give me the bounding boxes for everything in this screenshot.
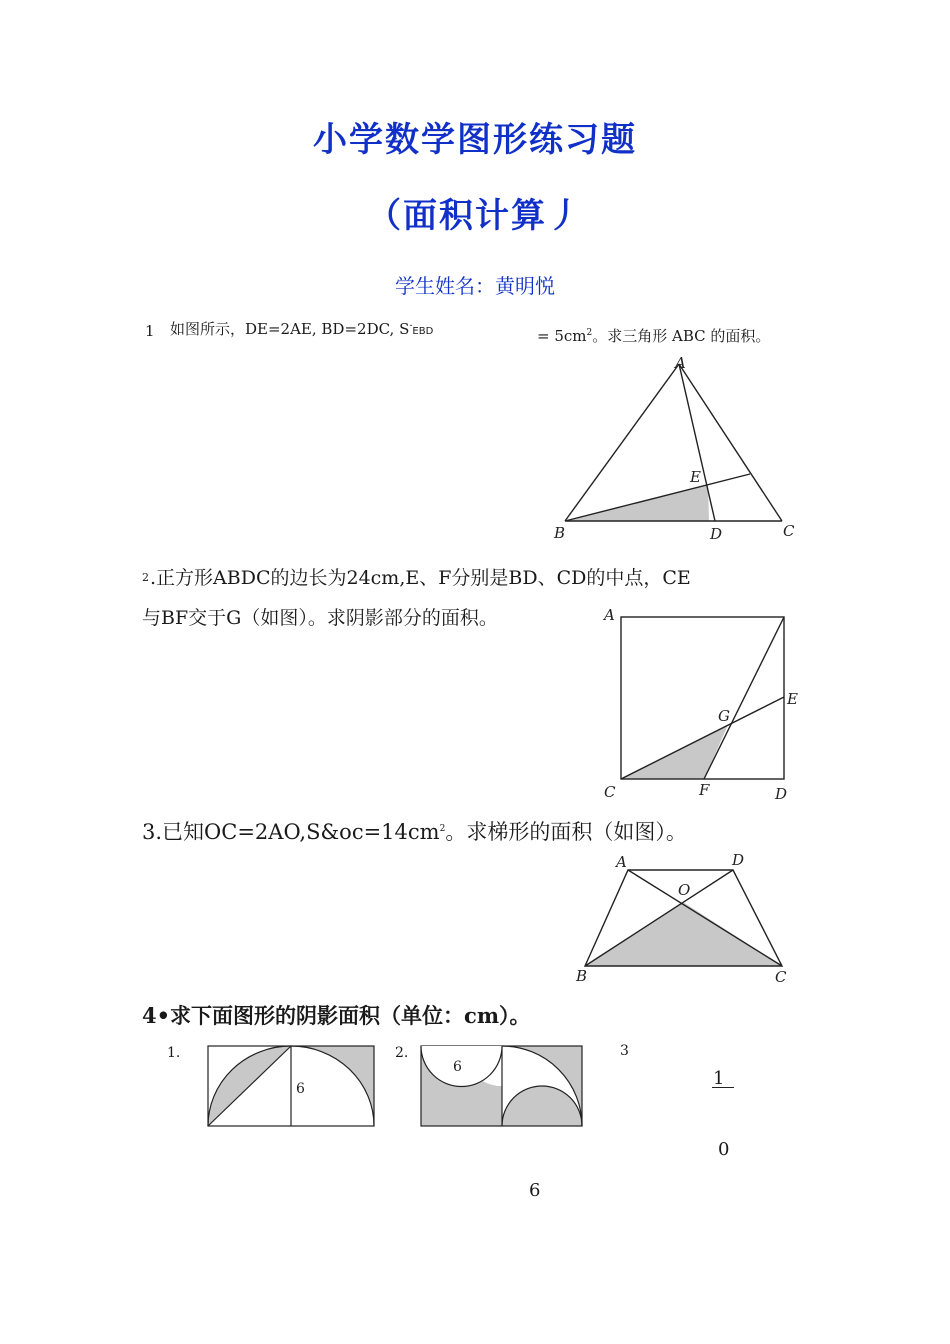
q3-text xyxy=(142,816,687,846)
student-name-line: 学生姓名：黄明悦 xyxy=(395,274,555,298)
q1-text-subscript: EBD xyxy=(412,326,434,337)
q4-fig3-value: 0 xyxy=(718,1139,730,1160)
q4-fig3-fraction-top: 1 xyxy=(713,1068,725,1089)
q1-number: 1 xyxy=(145,322,155,340)
q3-label-c: C xyxy=(775,968,787,986)
q3-question: 。求梯形的面积（如图）。 xyxy=(445,820,687,844)
q4-fig2-dim: 6 xyxy=(453,1059,462,1075)
q4-text: 4•求下面图形的阴影面积（单位：cm）。 xyxy=(142,1003,531,1028)
q2-square-figure xyxy=(598,600,808,805)
q3-label-o: O xyxy=(678,881,691,899)
q1-text-right xyxy=(537,325,770,346)
q4-figure-2 xyxy=(418,1042,588,1130)
q1-text-main: 如图所示，DE=2AE, BD=2DC, S xyxy=(170,320,410,338)
q1-triangle-figure xyxy=(548,350,808,545)
q1-question: 。求三角形 ABC 的面积。 xyxy=(592,327,771,345)
q1-text-left: 如图所示，DE=2AE, BD=2DC, S-EBD xyxy=(170,320,434,338)
q3-label-a: A xyxy=(616,853,627,871)
q1-label-d: D xyxy=(710,525,723,543)
q1-area-value: = 5cm xyxy=(537,327,587,345)
q2-line1: .正方形ABDC的边长为24cm,E、F分别是BD、CD的中点，CE xyxy=(150,567,691,589)
q1-area-sup: 2 xyxy=(586,328,593,338)
q3-label-d: D xyxy=(732,851,745,869)
q4-fig2-label: 2. xyxy=(395,1045,409,1061)
q2-label-a: A xyxy=(604,606,615,624)
q4-fig1-dim: 6 xyxy=(296,1081,305,1097)
q4-fig3-fraction-bar xyxy=(712,1087,734,1088)
q2-label-g: G xyxy=(718,707,730,725)
q3-trapezoid-figure xyxy=(570,850,800,990)
page-subtitle: （面积计算丿 xyxy=(367,196,583,236)
q2-label-e: E xyxy=(787,690,798,708)
q2-number: 2 xyxy=(142,571,149,584)
q2-line2: 与BF交于G（如图）。求阴影部分的面积。 xyxy=(142,607,498,629)
q3-shaded-triangle xyxy=(585,902,782,966)
q1-label-b: B xyxy=(554,524,566,542)
q3-text-sup: 2 xyxy=(439,824,446,834)
q2-label-d: D xyxy=(775,785,788,803)
q2-label-c: C xyxy=(604,783,616,801)
q4-fig1-label: 1. xyxy=(167,1045,181,1061)
q4-figure-1 xyxy=(205,1042,380,1130)
q4-fig3-label: 3 xyxy=(620,1043,629,1059)
q1-label-e: E xyxy=(690,468,701,486)
page-title: 小学数学图形练习题 xyxy=(313,120,637,160)
q3-label-b: B xyxy=(576,967,588,985)
q2-label-f: F xyxy=(699,781,710,799)
q1-label-c: C xyxy=(783,522,795,540)
q1-label-a: A xyxy=(675,354,686,372)
q3-text-main: 3.已知OC=2AO,S&oc=14cm xyxy=(142,820,440,844)
page-number: 6 xyxy=(529,1180,541,1201)
q2-segment-bf xyxy=(704,617,784,779)
